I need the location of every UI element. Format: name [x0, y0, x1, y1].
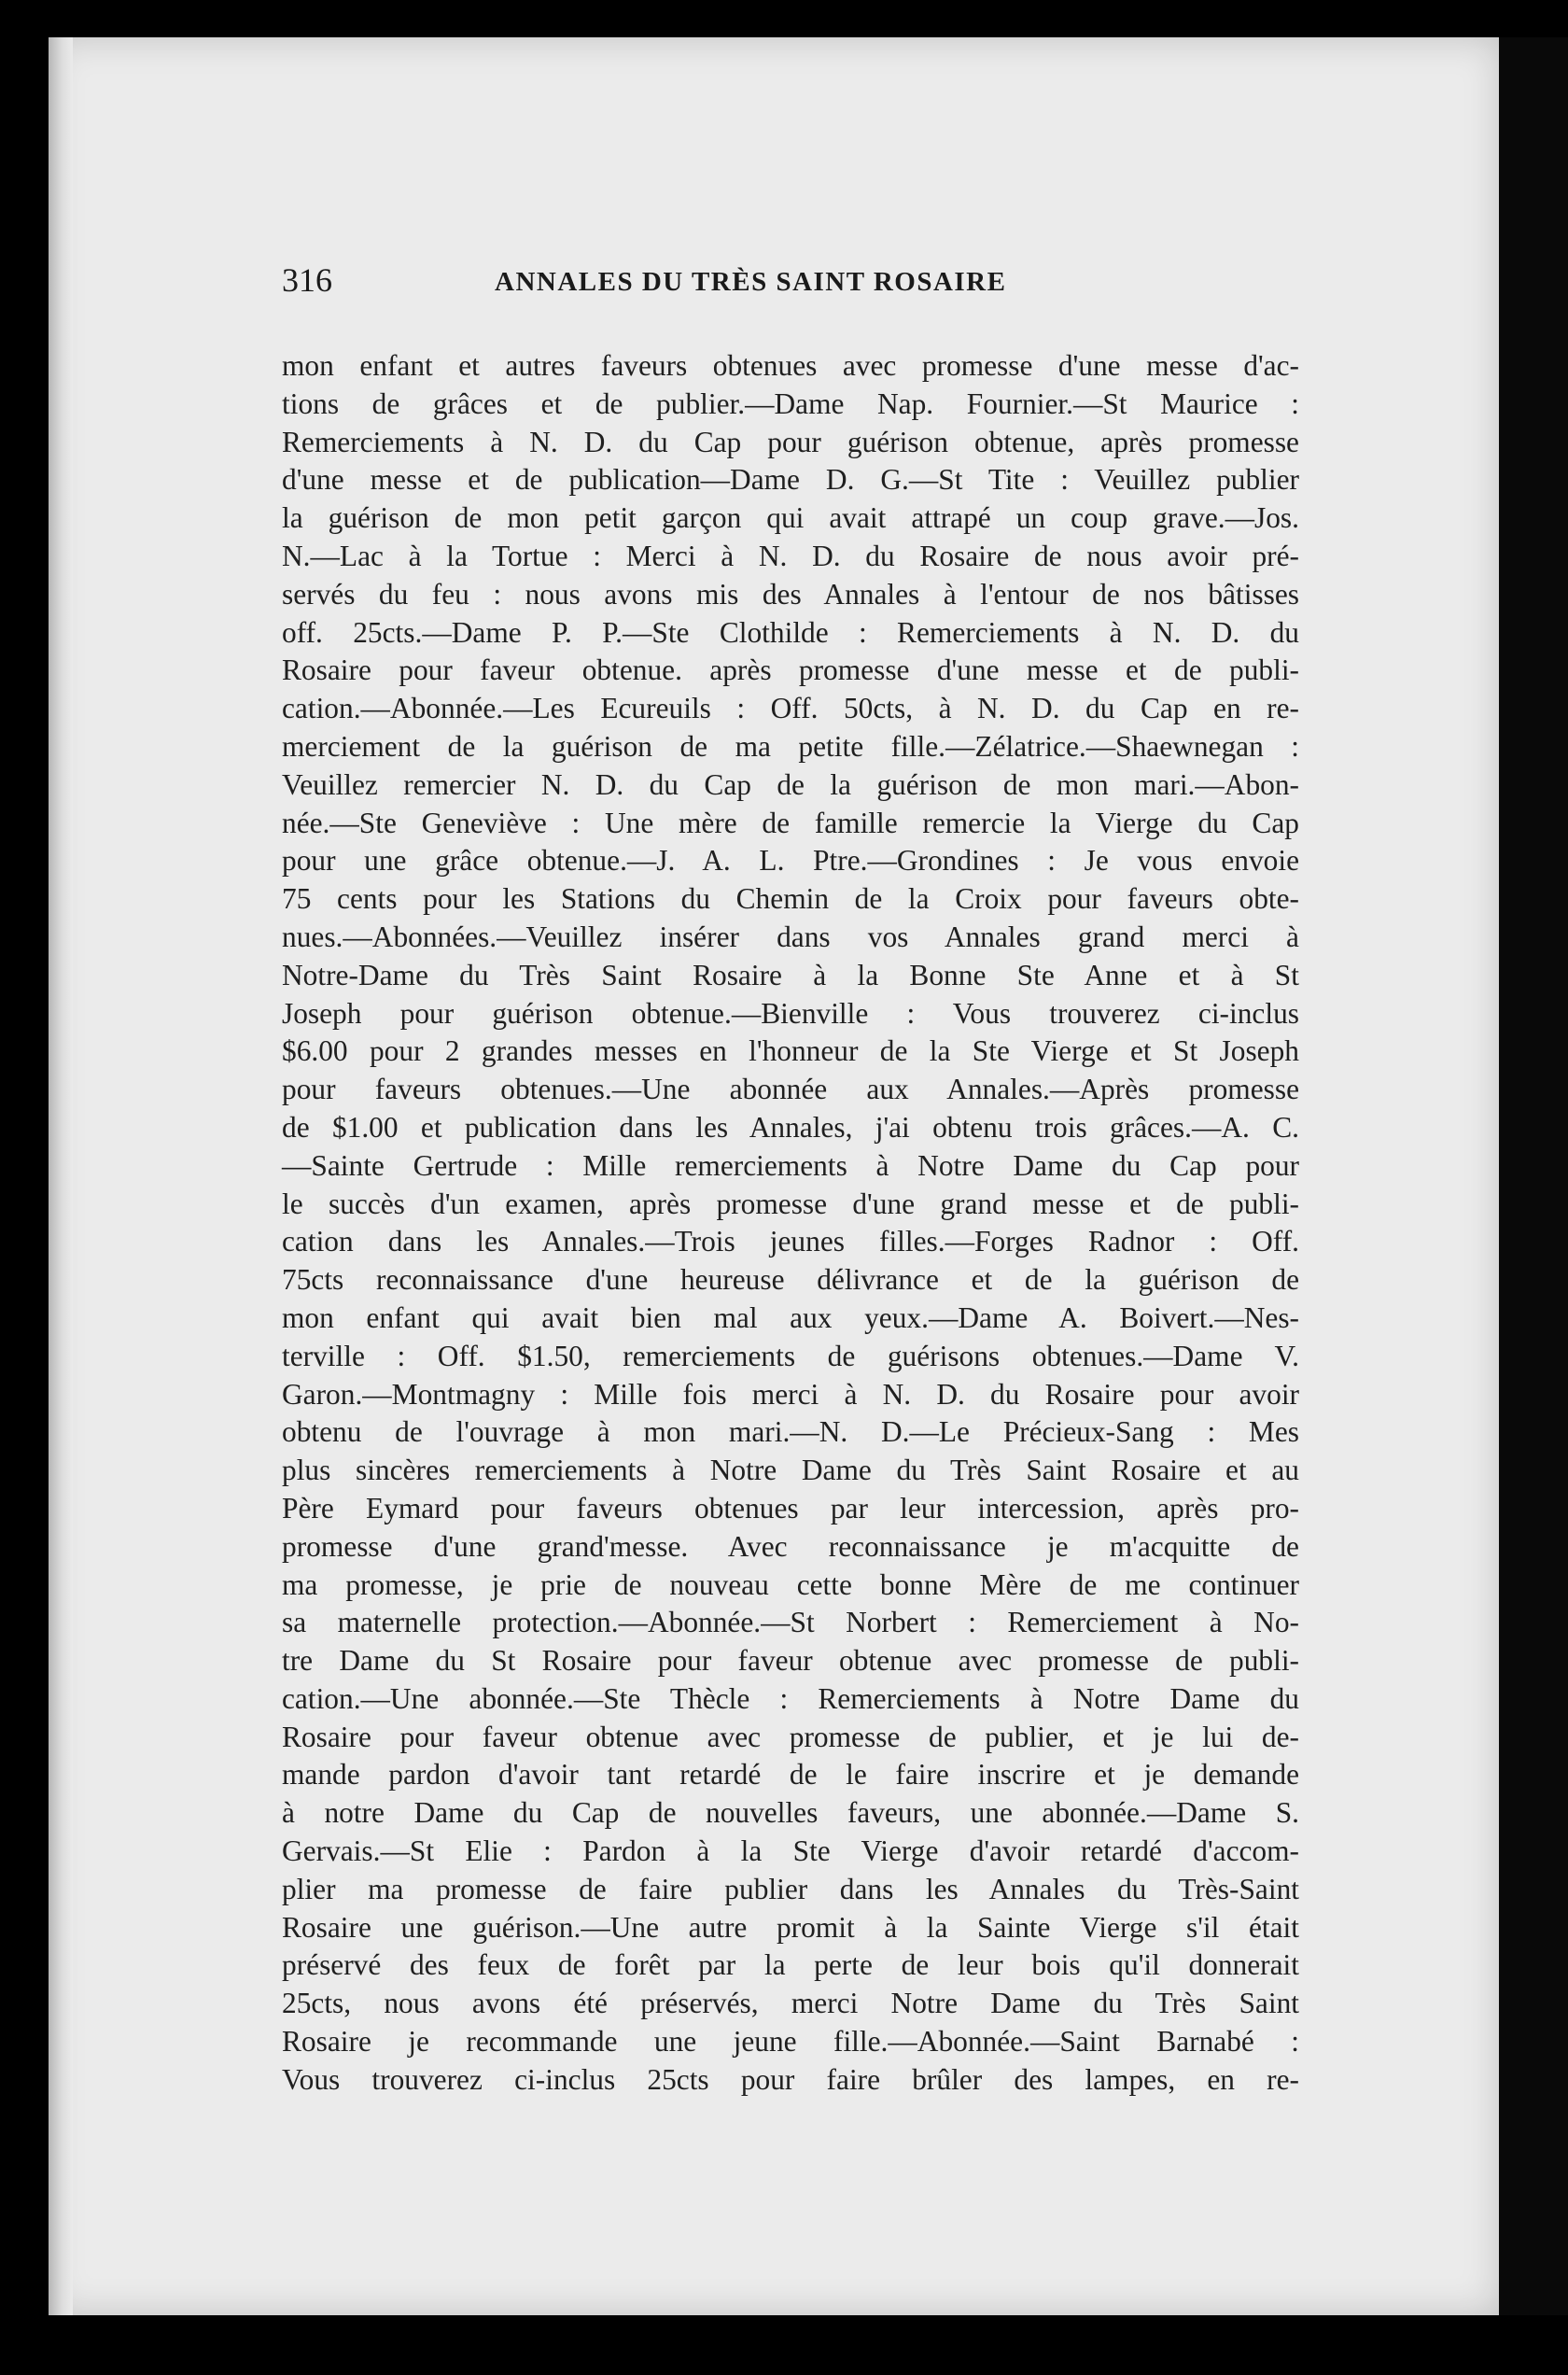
text-line: promesse d'une grand'messe. Avec reconnaissance je m'acquitte de — [282, 1529, 1299, 1563]
text-line: Gervais.—St Elie : Pardon à la Ste Vierge d'avoir retardé d'accom- — [282, 1834, 1299, 1868]
text-line: terville : Off. $1.50, remerciements de guérisons obtenues.—Dame V. — [282, 1339, 1299, 1372]
running-head — [282, 260, 1299, 301]
text-line: $6.00 pour 2 grandes messes en l'honneur de la Ste Vierge et St Joseph — [282, 1034, 1299, 1068]
text-line: sa maternelle protection.—Abonnée.—St Norbert : Remerciement à No- — [282, 1606, 1299, 1639]
text-line: Vous trouverez ci-inclus 25cts pour faire brûler des lampes, en re- — [282, 2062, 1299, 2096]
text-line: tions de grâces et de publier.—Dame Nap. Fournier.—St Maurice : — [282, 386, 1299, 420]
text-line: tre Dame du St Rosaire pour faveur obtenue avec promesse de publi- — [282, 1644, 1299, 1678]
text-line: ma promesse, je prie de nouveau cette bonne Mère de me continuer — [282, 1567, 1299, 1601]
text-line: de $1.00 et publication dans les Annales, j'ai obtenu trois grâces.—A. C. — [282, 1110, 1299, 1144]
page-number: 316 — [282, 261, 332, 299]
text-line: servés du feu : nous avons mis des Annales à l'entour de nos bâtisses — [282, 577, 1299, 611]
text-line: nues.—Abonnées.—Veuillez insérer dans vos Annales grand merci à — [282, 920, 1299, 953]
text-line: obtenu de l'ouvrage à mon mari.—N. D.—Le Précieux-Sang : Mes — [282, 1415, 1299, 1449]
text-line: Veuillez remercier N. D. du Cap de la guérison de mon mari.—Abon- — [282, 767, 1299, 801]
text-line: mon enfant et autres faveurs obtenues avec promesse d'une messe d'ac- — [282, 349, 1299, 382]
page-gutter-edge — [49, 37, 73, 2315]
text-line: le succès d'un examen, après promesse d'une grand messe et de publi- — [282, 1187, 1299, 1220]
text-line: cation dans les Annales.—Trois jeunes filles.—Forges Radnor : Off. — [282, 1225, 1299, 1258]
text-line: pour une grâce obtenue.—J. A. L. Ptre.—Grondines : Je vous envoie — [282, 844, 1299, 878]
text-line: 75 cents pour les Stations du Chemin de la Croix pour faveurs obte- — [282, 882, 1299, 916]
text-line: Remerciements à N. D. du Cap pour guérison obtenue, après promesse — [282, 425, 1299, 458]
text-line: à notre Dame du Cap de nouvelles faveurs, une abonnée.—Dame S. — [282, 1796, 1299, 1830]
text-line: plier ma promesse de faire publier dans les Annales du Très-Saint — [282, 1872, 1299, 1905]
text-line: 25cts, nous avons été préservés, merci Notre Dame du Très Saint — [282, 1987, 1299, 2020]
text-line: mon enfant qui avait bien mal aux yeux.—Dame A. Boivert.—Nes- — [282, 1300, 1299, 1334]
body-text — [282, 347, 1299, 2100]
text-line: —Sainte Gertrude : Mille remerciements à Notre Dame du Cap pour — [282, 1148, 1299, 1182]
text-line: Rosaire pour faveur obtenue. après promesse d'une messe et de publi- — [282, 653, 1299, 687]
text-line: Joseph pour guérison obtenue.—Bienville : Vous trouverez ci-inclus — [282, 996, 1299, 1030]
text-line: la guérison de mon petit garçon qui avait attrapé un coup grave.—Jos. — [282, 501, 1299, 535]
journal-title: ANNALES DU TRÈS SAINT ROSAIRE — [495, 267, 1007, 297]
text-line: Rosaire une guérison.—Une autre promit à la Sainte Vierge s'il était — [282, 1910, 1299, 1944]
text-line: mande pardon d'avoir tant retardé de le faire inscrire et je demande — [282, 1758, 1299, 1792]
text-line: cation.—Abonnée.—Les Ecureuils : Off. 50cts, à N. D. du Cap en re- — [282, 692, 1299, 725]
text-line: pour faveurs obtenues.—Une abonnée aux Annales.—Après promesse — [282, 1073, 1299, 1106]
text-line: merciement de la guérison de ma petite fille.—Zélatrice.—Shaewnegan : — [282, 729, 1299, 763]
text-line: préservé des feux de forêt par la perte de leur bois qu'il donnerait — [282, 1948, 1299, 1982]
text-line: Garon.—Montmagny : Mille fois merci à N. D. du Rosaire pour avoir — [282, 1377, 1299, 1411]
text-line: cation.—Une abonnée.—Ste Thècle : Remerciements à Notre Dame du — [282, 1681, 1299, 1715]
text-line: Rosaire pour faveur obtenue avec promesse de publier, et je lui de- — [282, 1720, 1299, 1753]
scan-border — [1499, 37, 1568, 2315]
text-line: Rosaire je recommande une jeune fille.—Abonnée.—Saint Barnabé : — [282, 2025, 1299, 2059]
text-line: off. 25cts.—Dame P. P.—Ste Clothilde : Remerciements à N. D. du — [282, 615, 1299, 649]
text-line: N.—Lac à la Tortue : Merci à N. D. du Rosaire de nous avoir pré- — [282, 539, 1299, 572]
text-line: 75cts reconnaissance d'une heureuse délivrance et de la guérison de — [282, 1263, 1299, 1297]
text-line: d'une messe et de publication—Dame D. G.—St Tite : Veuillez publier — [282, 463, 1299, 497]
text-line: plus sincères remerciements à Notre Dame du Très Saint Rosaire et au — [282, 1454, 1299, 1487]
text-line: née.—Ste Geneviève : Une mère de famille remercie la Vierge du Cap — [282, 806, 1299, 839]
text-line: Notre-Dame du Très Saint Rosaire à la Bonne Ste Anne et à St — [282, 958, 1299, 991]
text-line: Père Eymard pour faveurs obtenues par leur intercession, après pro- — [282, 1491, 1299, 1525]
